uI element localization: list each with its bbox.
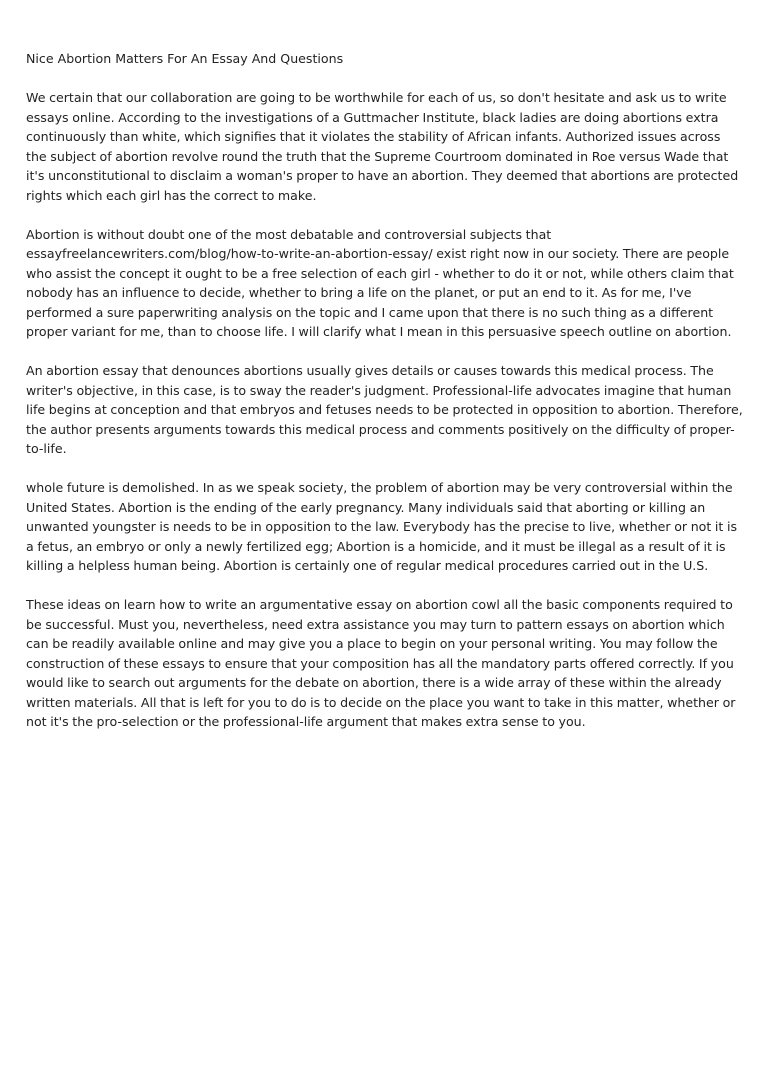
paragraph-debatable-subject: Abortion is without doubt one of the most debatable and controversial subjects that essayfreelancewriters.com/blog/how-to-write-an-abortion-essay/ exist right now in our society. There are people who assist the concept it ought to be a free selection of each girl - whether to do it or not, while others claim that nobody has an influence to decide, whether to bring a life on the planet, or put an end to it. As for me, I've performed a sure paperwriting analysis on the topic and I came upon that there is no such thing as a different proper variant for me, than to choose life. I will clarify what I mean in this persuasive speech outline on abortion. bbox=[26, 226, 734, 339]
paragraph-argumentative-essay: These ideas on learn how to write an argumentative essay on abortion cowl all the basic components required to be successful. Must you, nevertheless, need extra assistance you may turn to pattern essays on abortion which can be readily available online and may give you a place to begin on your personal writing. You may follow the construction of these essays to ensure that your composition has all the mandatory parts offered correctly. If you would like to search out arguments for the debate on abortion, there is a wide array of these within the already written materials. All that is left for you to do is to decide on the place you want to take in this matter, whether or not it's the pro-selection or the professional-life argument that makes extra sense to you. bbox=[26, 597, 736, 729]
document-page bbox=[26, 49, 744, 751]
paragraph-controversy: whole future is demolished. In as we speak society, the problem of abortion may be very controversial within the United States. Abortion is the ending of the early pregnancy. Many individuals said that aborting or killing an unwanted youngster is needs to be in opposition to the law. Everybody has the precise to live, whether or not it is a fetus, an embryo or only a newly fertilized egg; Abortion is a homicide, and it must be illegal as a result of it is killing a helpless human being. Abortion is certainly one of regular medical procedures carried out in the U.S. bbox=[26, 480, 738, 573]
paragraph-abortion-essay: An abortion essay that denounces abortions usually gives details or causes towards this medical process. The writer's objective, in this case, is to sway the reader's judgment. Professional-life advocates imagine that human life begins at conception and that embryos and fetuses needs to be protected in opposition to abortion. Therefore, the author presents arguments towards this medical process and comments positively on the difficulty of proper-to-life. bbox=[26, 363, 743, 456]
paragraph-collaboration: We certain that our collaboration are going to be worthwhile for each of us, so don't hesitate and ask us to write essays online. According to the investigations of a Guttmacher Institute, black ladies are doing abortions extra continuously than white, which signifies that it violates the stability of African infants. Authorized issues across the subject of abortion revolve round the truth that the Supreme Courtroom dominated in Roe versus Wade that it's unconstitutional to disclaim a woman's proper to have an abortion. They deemed that abortions are protected rights which each girl has the correct to make. bbox=[26, 90, 739, 203]
document-title: Nice Abortion Matters For An Essay And Questions bbox=[26, 51, 344, 66]
